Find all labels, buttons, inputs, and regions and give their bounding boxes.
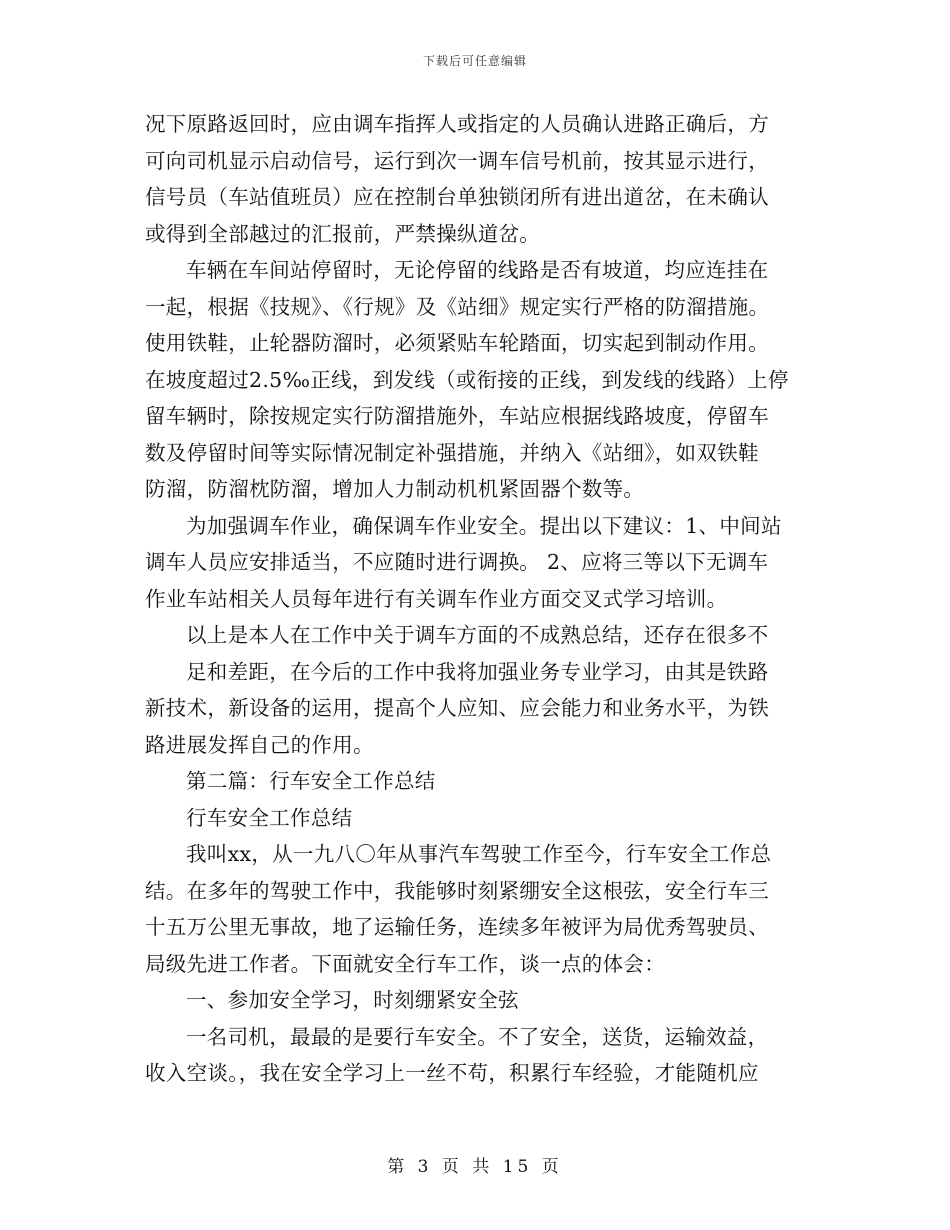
text-line: 或得到全部越过的汇报前，严禁操纵道岔。 [145,221,541,246]
text-line: 数及停留时间等实际情况制定补强措施，并纳入《站细》，如双铁鞋 [145,440,759,465]
text-line: 车辆在车间站停留时，无论停留的线路是否有坡道，均应连挂在 [186,258,769,282]
text-line: 防溜，防溜枕防溜，增加人力制动机机紧固器个数等。 [145,477,645,501]
text-line: 以上是本人在工作中关于调车方面的不成熟总结，还存在很多不 [186,623,769,647]
text-line: 一起，根据《技规》、《行规》及《站细》规定实行严格的防溜措施。 [145,294,770,319]
text-line: 行车安全工作总结 [186,805,353,830]
text-line: 况下原路返回时，应由调车指挥人或指定的人员确认进路正确后，方 [145,112,769,136]
page-footer: 第 3 页 共 15 页 [387,1157,563,1177]
text-line: 可向司机显示启动信号，运行到次一调车信号机前，按其显示进行， [145,148,769,173]
text-line: 十五万公里无事故，地了运输任务，连续多年被评为局优秀驾驶员、 [145,915,769,939]
page-header: 下载后可任意编辑 [422,54,527,68]
text-line: 新技术，新设备的运用，提高个人应知、应会能力和业务水平，为铁 [145,696,769,720]
text-line: 信号员（车站值班员）应在控制台单独锁闭所有进出道岔，在未确认 [145,185,769,209]
text-line: 留车辆时，除按规定实行防溜措施外，车站应根据线路坡度，停留车 [145,404,769,428]
document-body [145,106,810,1092]
text-line: 我叫xx，从一九八〇年从事汽车驾驶工作至今，行车安全工作总 [186,842,772,866]
text-line: 调车人员应安排适当，不应随时进行调换。 2、应将三等以下无调车 [145,550,769,574]
text-line: 局级先进工作者。下面就安全行车工作，谈一点的体会： [145,951,665,976]
text-line: 在坡度超过2.5‰正线，到发线（或衔接的正线，到发线的线路）上停 [145,367,789,392]
text-line: 第二篇：行车安全工作总结 [186,769,436,793]
text-line: 一、参加安全学习，时刻绷紧安全弦 [186,988,519,1012]
text-line: 路进展发挥自己的作用。 [145,732,374,757]
text-line: 一名司机，最最的是要行车安全。不了安全，送货，运输效益， [186,1024,769,1049]
text-line: 足和差距，在今后的工作中我将加强业务专业学习，由其是铁路 [186,659,769,684]
text-line: 收入空谈。，我在安全学习上一丝不苟，积累行车经验，才能随机应 [145,1061,759,1085]
text-line: 为加强调车作业，确保调车作业安全。提出以下建议：1、中间站 [186,513,782,538]
text-line: 作业车站相关人员每年进行有关调车作业方面交叉式学习培训。 [145,586,728,611]
text-line: 使用铁鞋，止轮器防溜时，必须紧贴车轮踏面，切实起到制动作用。 [145,331,769,355]
text-line: 结。在多年的驾驶工作中，我能够时刻紧绷安全这根弦，安全行车三 [145,878,769,903]
